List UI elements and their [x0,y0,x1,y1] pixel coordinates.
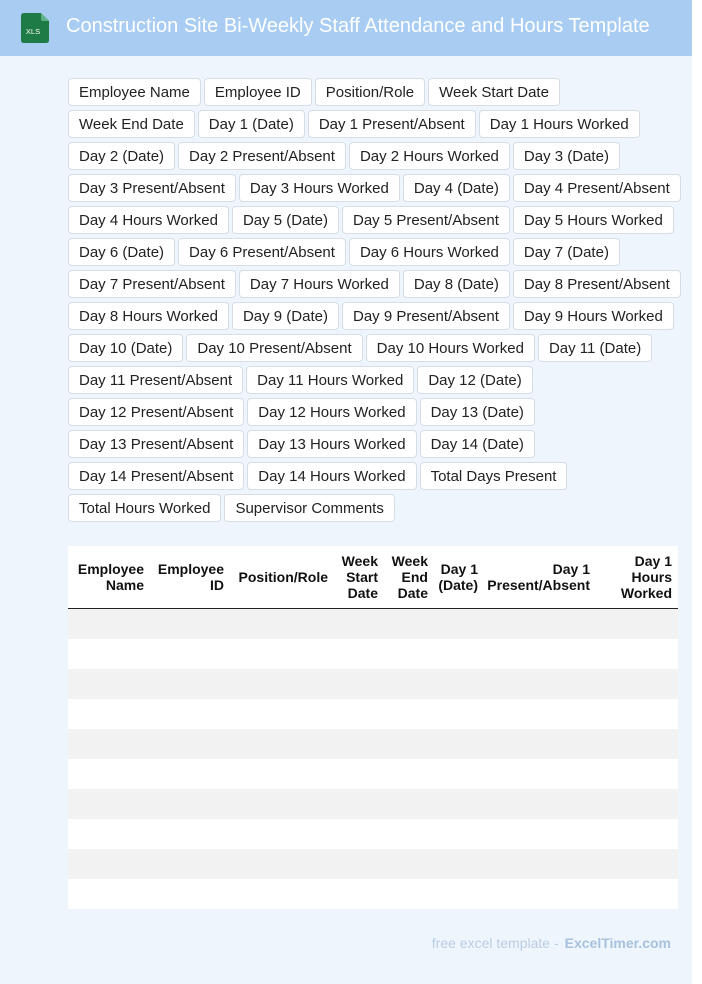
field-tag: Day 5 Present/Absent [342,206,510,234]
table-cell[interactable] [484,819,596,849]
field-tag: Total Days Present [420,462,568,490]
field-tag: Day 7 Hours Worked [239,270,400,298]
field-tag: Day 5 (Date) [232,206,339,234]
column-header-line: Name [105,577,144,593]
table-cell[interactable] [384,609,434,640]
column-header-line: Start [346,569,378,585]
table-cell[interactable] [434,729,484,759]
field-tag: Day 9 Hours Worked [513,302,674,330]
table-cell[interactable] [68,849,150,879]
field-tag: Day 3 (Date) [513,142,620,170]
table-cell[interactable] [150,609,230,640]
table-cell[interactable] [150,849,230,879]
table-cell[interactable] [384,849,434,879]
table-cell[interactable] [334,639,384,669]
table-cell[interactable] [150,759,230,789]
column-header-line: Position/Role [238,569,328,585]
field-tag: Week Start Date [428,78,560,106]
table-cell[interactable] [68,879,150,909]
xls-icon-label: XLS [25,27,41,36]
footer [432,935,671,951]
field-tag: Day 7 (Date) [513,238,620,266]
table-cell[interactable] [434,669,484,699]
field-tag: Week End Date [68,110,195,138]
table-cell[interactable] [230,729,334,759]
field-tag: Day 14 Present/Absent [68,462,244,490]
column-header [484,546,596,609]
table-cell[interactable] [230,759,334,789]
field-tag: Day 4 Present/Absent [513,174,681,202]
column-header-line: Date [347,585,378,601]
table-cell[interactable] [596,759,678,789]
table-cell[interactable] [230,639,334,669]
column-header-line: Week [391,553,428,569]
table-cell[interactable] [434,699,484,729]
column-header-line: Worked [620,585,672,601]
table-cell[interactable] [150,729,230,759]
field-tag: Day 4 (Date) [403,174,510,202]
field-tag: Day 6 (Date) [68,238,175,266]
field-tag: Day 2 Hours Worked [349,142,510,170]
table-cell[interactable] [434,609,484,640]
field-tag: Position/Role [315,78,425,106]
column-header-line: Day 1 [552,561,590,577]
table-cell[interactable] [596,669,678,699]
field-tag: Day 13 (Date) [420,398,535,426]
field-tag: Day 14 Hours Worked [247,462,416,490]
table-row [68,669,678,699]
field-tag: Day 6 Hours Worked [349,238,510,266]
field-tag: Day 5 Hours Worked [513,206,674,234]
field-tag: Total Hours Worked [68,494,221,522]
table-cell[interactable] [150,639,230,669]
column-header-line: Employee [157,561,224,577]
table-cell[interactable] [484,639,596,669]
field-tag: Day 3 Hours Worked [239,174,400,202]
field-tag: Supervisor Comments [224,494,394,522]
field-tag: Day 8 Present/Absent [513,270,681,298]
field-tag: Day 4 Hours Worked [68,206,229,234]
table-cell[interactable] [230,879,334,909]
table-cell[interactable] [434,849,484,879]
field-tag: Day 13 Present/Absent [68,430,244,458]
table-cell[interactable] [484,759,596,789]
table-cell[interactable] [484,879,596,909]
field-tag: Day 9 Present/Absent [342,302,510,330]
table-cell[interactable] [150,879,230,909]
column-header [596,546,678,609]
table-cell[interactable] [150,819,230,849]
table-cell[interactable] [334,879,384,909]
table-cell[interactable] [484,609,596,640]
field-tag: Day 11 (Date) [538,334,652,362]
table-cell[interactable] [384,729,434,759]
table-cell[interactable] [68,819,150,849]
table-cell[interactable] [150,669,230,699]
table-cell[interactable] [68,789,150,819]
table-cell[interactable] [484,849,596,879]
field-tag: Day 10 (Date) [68,334,183,362]
sheet-body [68,609,678,910]
field-tag: Day 1 Hours Worked [479,110,640,138]
field-tag: Day 8 Hours Worked [68,302,229,330]
field-tag: Day 1 Present/Absent [308,110,476,138]
table-cell[interactable] [334,759,384,789]
column-header-line: Week [341,553,378,569]
table-cell[interactable] [596,639,678,669]
table-cell[interactable] [384,789,434,819]
table-cell[interactable] [230,669,334,699]
table-cell[interactable] [596,849,678,879]
field-tag: Day 8 (Date) [403,270,510,298]
header-row [68,546,678,609]
table-cell[interactable] [334,729,384,759]
table-cell[interactable] [68,759,150,789]
page-title: Construction Site Bi-Weekly Staff Attendance and Hours Template [66,15,650,37]
table-cell[interactable] [434,789,484,819]
header-bar [0,0,692,56]
table-cell[interactable] [484,729,596,759]
field-tag: Day 9 (Date) [232,302,339,330]
field-tag: Day 12 Present/Absent [68,398,244,426]
table-cell[interactable] [484,699,596,729]
column-header-line: End [401,569,428,585]
column-header-line: Present/Absent [487,577,590,593]
table-cell[interactable] [384,639,434,669]
column-header [334,546,384,609]
field-tag: Day 2 Present/Absent [178,142,346,170]
table-cell[interactable] [596,879,678,909]
table-cell[interactable] [68,639,150,669]
field-tag: Day 14 (Date) [420,430,535,458]
footer-brand-link[interactable]: ExcelTimer.com [564,935,671,951]
table-cell[interactable] [484,669,596,699]
table-row [68,879,678,909]
column-header-line: Employee [77,561,144,577]
table-cell[interactable] [230,699,334,729]
table-cell[interactable] [334,789,384,819]
field-tag: Day 11 Hours Worked [246,366,414,394]
table-cell[interactable] [434,879,484,909]
field-tag: Employee ID [204,78,312,106]
column-header-line: ID [210,577,224,593]
table-cell[interactable] [334,669,384,699]
field-tag: Day 10 Present/Absent [186,334,362,362]
column-header [384,546,434,609]
table-cell[interactable] [384,879,434,909]
table-cell[interactable] [384,669,434,699]
table-row [68,849,678,879]
column-header-line: (Date) [438,577,478,593]
table-cell[interactable] [230,609,334,640]
table-cell[interactable] [334,849,384,879]
table-row [68,609,678,640]
column-header [68,546,150,609]
field-tag: Day 12 Hours Worked [247,398,416,426]
column-header-line: Hours [631,569,672,585]
table-row [68,729,678,759]
field-tag: Day 6 Present/Absent [178,238,346,266]
column-header-line: Day 1 [634,553,672,569]
field-tag: Day 7 Present/Absent [68,270,236,298]
field-tag: Day 1 (Date) [198,110,305,138]
table-cell[interactable] [68,699,150,729]
column-header [150,546,230,609]
table-cell[interactable] [596,729,678,759]
table-cell[interactable] [596,819,678,849]
column-header-line: Day 1 [440,561,478,577]
column-header-line: Date [397,585,428,601]
field-tag: Day 11 Present/Absent [68,366,243,394]
table-cell[interactable] [384,759,434,789]
table-cell[interactable] [434,639,484,669]
table-cell[interactable] [68,729,150,759]
field-tag: Day 12 (Date) [417,366,532,394]
table-cell[interactable] [596,699,678,729]
spreadsheet-preview [68,546,678,909]
field-tag: Day 3 Present/Absent [68,174,236,202]
field-list [68,78,684,522]
field-tag: Day 10 Hours Worked [366,334,535,362]
table-cell[interactable] [596,609,678,640]
table-cell[interactable] [230,819,334,849]
table-cell[interactable] [230,849,334,879]
table-cell[interactable] [334,819,384,849]
field-tag: Employee Name [68,78,201,106]
table-cell[interactable] [596,789,678,819]
table-row [68,759,678,789]
table-cell[interactable] [150,699,230,729]
column-header [434,546,484,609]
table-cell[interactable] [384,819,434,849]
field-tag: Day 2 (Date) [68,142,175,170]
table-row [68,819,678,849]
table-cell[interactable] [334,699,384,729]
table-cell[interactable] [434,759,484,789]
table-cell[interactable] [384,699,434,729]
footer-text: free excel template - [431,935,559,951]
xls-file-icon [21,13,49,43]
table-cell[interactable] [68,609,150,640]
table-cell[interactable] [230,789,334,819]
field-tag: Day 13 Hours Worked [247,430,416,458]
table-cell[interactable] [68,669,150,699]
table-cell[interactable] [484,789,596,819]
table-cell[interactable] [150,789,230,819]
table-row [68,789,678,819]
table-row [68,639,678,669]
column-header [230,546,334,609]
table-cell[interactable] [334,609,384,640]
table-row [68,699,678,729]
table-cell[interactable] [434,819,484,849]
